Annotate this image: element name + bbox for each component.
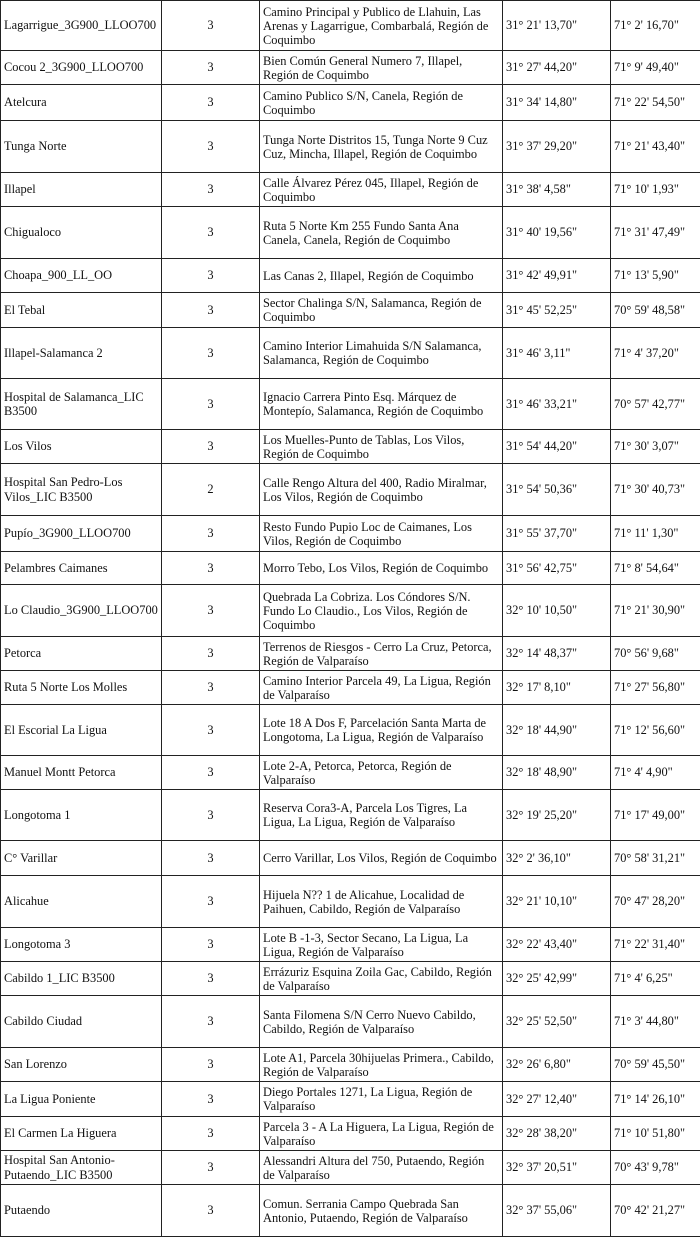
site-address-cell: Cerro Varillar, Los Vilos, Región de Coquimbo [260,841,503,876]
site-longitude-cell: 71° 21' 30,90" [611,585,700,637]
site-count-cell: 3 [162,1,260,51]
table-row [1,671,700,705]
table-row [1,756,700,790]
site-name-cell: Cocou 2_3G900_LLOO700 [1,51,162,85]
table-row [1,1082,700,1117]
site-longitude-cell: 70° 57' 42,77" [611,379,700,430]
site-latitude-cell: 31° 55' 37,70" [503,516,611,552]
table-row [1,552,700,585]
site-name-cell: Cabildo 1_LIC B3500 [1,962,162,996]
table-row [1,259,700,293]
table-row [1,293,700,328]
site-address-cell: Hijuela N?? 1 de Alicahue, Localidad de Paihuen, Cabildo, Región de Valparaíso [260,876,503,928]
table-row [1,328,700,379]
table-row [1,1151,700,1185]
site-name-cell: La Ligua Poniente [1,1082,162,1117]
site-latitude-cell: 31° 38' 4,58" [503,173,611,207]
site-name-cell: Hospital San Antonio-Putaendo_LIC B3500 [1,1151,162,1185]
site-longitude-cell: 71° 14' 26,10" [611,1082,700,1117]
site-count-cell: 3 [162,1117,260,1151]
site-count-cell: 3 [162,293,260,328]
site-name-cell: Pelambres Caimanes [1,552,162,585]
site-address-cell: Calle Álvarez Pérez 045, Illapel, Región de Coquimbo [260,173,503,207]
table-row [1,637,700,671]
site-count-cell: 3 [162,259,260,293]
site-name-cell: Petorca [1,637,162,671]
site-address-cell: Lote B -1-3, Sector Secano, La Ligua, La Ligua, Región de Valparaíso [260,928,503,962]
site-count-cell: 3 [162,996,260,1048]
site-address-cell: Ignacio Carrera Pinto Esq. Márquez de Montepío, Salamanca, Región de Coquimbo [260,379,503,430]
table-row [1,173,700,207]
site-address-cell: Comun. Serrania Campo Quebrada San Antonio, Putaendo, Región de Valparaíso [260,1185,503,1237]
site-name-cell: Illapel-Salamanca 2 [1,328,162,379]
site-address-cell: Resto Fundo Pupio Loc de Caimanes, Los Vilos, Región de Coquimbo [260,516,503,552]
site-latitude-cell: 32° 22' 43,40" [503,928,611,962]
site-count-cell: 3 [162,585,260,637]
table-row [1,464,700,516]
site-count-cell: 3 [162,705,260,756]
site-count-cell: 3 [162,379,260,430]
site-count-cell: 3 [162,51,260,85]
site-address-cell: Lote 18 A Dos F, Parcelación Santa Marta de Longotoma, La Ligua, Región de Valparaíso [260,705,503,756]
site-longitude-cell: 71° 17' 49,00" [611,790,700,841]
site-longitude-cell: 70° 59' 45,50" [611,1048,700,1082]
table-row [1,841,700,876]
site-count-cell: 3 [162,173,260,207]
site-latitude-cell: 32° 21' 10,10" [503,876,611,928]
site-name-cell: Longotoma 1 [1,790,162,841]
site-name-cell: Chigualoco [1,207,162,259]
site-longitude-cell: 71° 13' 5,90" [611,259,700,293]
site-address-cell: Camino Publico S/N, Canela, Región de Coquimbo [260,85,503,121]
table-row [1,430,700,464]
site-longitude-cell: 71° 21' 43,40" [611,121,700,173]
site-name-cell: Longotoma 3 [1,928,162,962]
site-longitude-cell: 70° 43' 9,78" [611,1151,700,1185]
site-name-cell: Hospital San Pedro-Los Vilos_LIC B3500 [1,464,162,516]
site-name-cell: Tunga Norte [1,121,162,173]
site-count-cell: 3 [162,207,260,259]
table-row [1,51,700,85]
site-latitude-cell: 31° 42' 49,91" [503,259,611,293]
site-longitude-cell: 71° 31' 47,49" [611,207,700,259]
site-count-cell: 2 [162,464,260,516]
site-longitude-cell: 71° 4' 4,90" [611,756,700,790]
site-count-cell: 3 [162,85,260,121]
site-latitude-cell: 32° 27' 12,40" [503,1082,611,1117]
site-latitude-cell: 32° 28' 38,20" [503,1117,611,1151]
site-address-cell: Camino Principal y Publico de Llahuin, Las Arenas y Lagarrigue, Combarbalá, Región de Coquimbo [260,1,503,51]
table-row [1,962,700,996]
site-longitude-cell: 70° 59' 48,58" [611,293,700,328]
site-count-cell: 3 [162,1082,260,1117]
site-address-cell: Ruta 5 Norte Km 255 Fundo Santa Ana Canela, Canela, Región de Coquimbo [260,207,503,259]
site-count-cell: 3 [162,790,260,841]
site-name-cell: Lagarrigue_3G900_LLOO700 [1,1,162,51]
site-latitude-cell: 32° 37' 20,51" [503,1151,611,1185]
site-name-cell: Lo Claudio_3G900_LLOO700 [1,585,162,637]
site-name-cell: Manuel Montt Petorca [1,756,162,790]
site-longitude-cell: 70° 58' 31,21" [611,841,700,876]
table-row [1,1048,700,1082]
table-row [1,585,700,637]
site-address-cell: Lote A1, Parcela 30hijuelas Primera., Cabildo, Región de Valparaíso [260,1048,503,1082]
site-count-cell: 3 [162,1185,260,1237]
site-latitude-cell: 32° 18' 48,90" [503,756,611,790]
site-count-cell: 3 [162,121,260,173]
site-name-cell: C° Varillar [1,841,162,876]
site-latitude-cell: 32° 17' 8,10" [503,671,611,705]
site-address-cell: Lote 2-A, Petorca, Petorca, Región de Valparaíso [260,756,503,790]
site-latitude-cell: 31° 37' 29,20" [503,121,611,173]
site-longitude-cell: 71° 30' 3,07" [611,430,700,464]
site-latitude-cell: 32° 18' 44,90" [503,705,611,756]
site-address-cell: Terrenos de Riesgos - Cerro La Cruz, Petorca, Región de Valparaíso [260,637,503,671]
site-name-cell: Pupío_3G900_LLOO700 [1,516,162,552]
site-latitude-cell: 32° 2' 36,10" [503,841,611,876]
site-latitude-cell: 31° 54' 50,36" [503,464,611,516]
site-address-cell: Las Canas 2, Illapel, Región de Coquimbo [260,259,503,293]
table-row [1,1185,700,1237]
site-latitude-cell: 31° 54' 44,20" [503,430,611,464]
site-longitude-cell: 70° 56' 9,68" [611,637,700,671]
site-longitude-cell: 71° 22' 31,40" [611,928,700,962]
site-address-cell: Calle Rengo Altura del 400, Radio Miralmar, Los Vilos, Región de Coquimbo [260,464,503,516]
site-count-cell: 3 [162,928,260,962]
site-longitude-cell: 71° 8' 54,64" [611,552,700,585]
site-latitude-cell: 32° 19' 25,20" [503,790,611,841]
table-row [1,1,700,51]
site-address-cell: Bien Común General Numero 7, Illapel, Región de Coquimbo [260,51,503,85]
site-latitude-cell: 31° 34' 14,80" [503,85,611,121]
site-longitude-cell: 71° 4' 6,25" [611,962,700,996]
table-row [1,121,700,173]
site-longitude-cell: 71° 10' 51,80" [611,1117,700,1151]
site-longitude-cell: 71° 22' 54,50" [611,85,700,121]
site-latitude-cell: 32° 26' 6,80" [503,1048,611,1082]
table-row [1,876,700,928]
table-row [1,85,700,121]
site-longitude-cell: 71° 2' 16,70" [611,1,700,51]
site-name-cell: Putaendo [1,1185,162,1237]
site-address-cell: Santa Filomena S/N Cerro Nuevo Cabildo, Cabildo, Región de Valparaíso [260,996,503,1048]
site-latitude-cell: 32° 25' 42,99" [503,962,611,996]
site-longitude-cell: 71° 27' 56,80" [611,671,700,705]
site-latitude-cell: 32° 14' 48,37" [503,637,611,671]
site-latitude-cell: 32° 10' 10,50" [503,585,611,637]
site-count-cell: 3 [162,841,260,876]
site-name-cell: Cabildo Ciudad [1,996,162,1048]
site-count-cell: 3 [162,671,260,705]
site-count-cell: 3 [162,637,260,671]
site-name-cell: El Escorial La Ligua [1,705,162,756]
site-address-cell: Errázuriz Esquina Zoila Gac, Cabildo, Región de Valparaíso [260,962,503,996]
site-longitude-cell: 71° 4' 37,20" [611,328,700,379]
table-row [1,996,700,1048]
site-address-cell: Sector Chalinga S/N, Salamanca, Región de Coquimbo [260,293,503,328]
site-name-cell: Alicahue [1,876,162,928]
site-count-cell: 3 [162,756,260,790]
site-name-cell: Los Vilos [1,430,162,464]
site-longitude-cell: 70° 42' 21,27" [611,1185,700,1237]
site-address-cell: Quebrada La Cobriza. Los Cóndores S/N. Fundo Lo Claudio., Los Vilos, Región de Coquimbo [260,585,503,637]
site-name-cell: El Tebal [1,293,162,328]
site-address-cell: Alessandri Altura del 750, Putaendo, Región de Valparaíso [260,1151,503,1185]
site-address-cell: Tunga Norte Distritos 15, Tunga Norte 9 Cuz Cuz, Mincha, Illapel, Región de Coquimbo [260,121,503,173]
site-latitude-cell: 31° 56' 42,75" [503,552,611,585]
site-name-cell: Hospital de Salamanca_LIC B3500 [1,379,162,430]
site-address-cell: Reserva Cora3-A, Parcela Los Tigres, La Ligua, La Ligua, Región de Valparaíso [260,790,503,841]
site-address-cell: Camino Interior Limahuida S/N Salamanca, Salamanca, Región de Coquimbo [260,328,503,379]
site-count-cell: 3 [162,552,260,585]
site-latitude-cell: 32° 37' 55,06" [503,1185,611,1237]
table-row [1,207,700,259]
site-latitude-cell: 32° 25' 52,50" [503,996,611,1048]
site-name-cell: San Lorenzo [1,1048,162,1082]
site-address-cell: Los Muelles-Punto de Tablas, Los Vilos, Región de Coquimbo [260,430,503,464]
site-address-cell: Morro Tebo, Los Vilos, Región de Coquimbo [260,552,503,585]
site-count-cell: 3 [162,1048,260,1082]
site-name-cell: Atelcura [1,85,162,121]
site-latitude-cell: 31° 46' 33,21" [503,379,611,430]
site-count-cell: 3 [162,516,260,552]
site-longitude-cell: 70° 47' 28,20" [611,876,700,928]
table-row [1,790,700,841]
site-longitude-cell: 71° 30' 40,73" [611,464,700,516]
sites-table-body [1,1,700,1237]
site-latitude-cell: 31° 40' 19,56" [503,207,611,259]
site-name-cell: Ruta 5 Norte Los Molles [1,671,162,705]
site-count-cell: 3 [162,328,260,379]
site-longitude-cell: 71° 9' 49,40" [611,51,700,85]
site-longitude-cell: 71° 11' 1,30" [611,516,700,552]
site-longitude-cell: 71° 12' 56,60" [611,705,700,756]
site-longitude-cell: 71° 3' 44,80" [611,996,700,1048]
table-row [1,516,700,552]
site-longitude-cell: 71° 10' 1,93" [611,173,700,207]
table-row [1,379,700,430]
site-address-cell: Camino Interior Parcela 49, La Ligua, Región de Valparaíso [260,671,503,705]
site-count-cell: 3 [162,430,260,464]
site-name-cell: El Carmen La Higuera [1,1117,162,1151]
table-row [1,705,700,756]
site-address-cell: Diego Portales 1271, La Ligua, Región de Valparaíso [260,1082,503,1117]
site-latitude-cell: 31° 21' 13,70" [503,1,611,51]
table-row [1,928,700,962]
site-count-cell: 3 [162,876,260,928]
site-latitude-cell: 31° 45' 52,25" [503,293,611,328]
site-count-cell: 3 [162,1151,260,1185]
site-name-cell: Illapel [1,173,162,207]
table-row [1,1117,700,1151]
site-address-cell: Parcela 3 - A La Higuera, La Ligua, Región de Valparaíso [260,1117,503,1151]
site-count-cell: 3 [162,962,260,996]
site-name-cell: Choapa_900_LL_OO [1,259,162,293]
site-latitude-cell: 31° 46' 3,11" [503,328,611,379]
site-latitude-cell: 31° 27' 44,20" [503,51,611,85]
